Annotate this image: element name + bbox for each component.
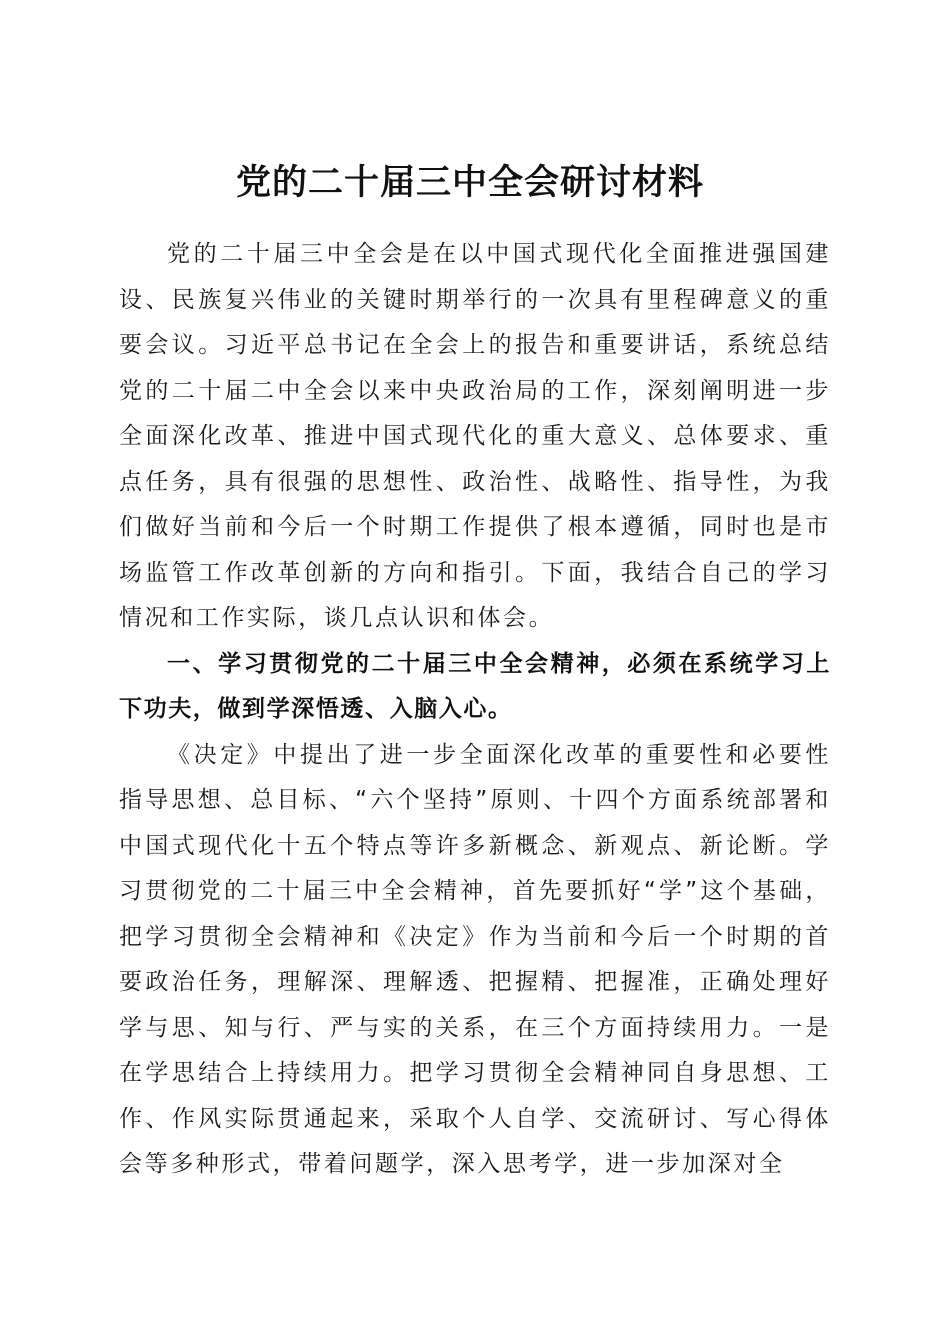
paragraph-intro: 党的二十届三中全会是在以中国式现代化全面推进强国建设、民族复兴伟业的关键时期举行的一次具有里程碑意义的重要会议。习近平总书记在全会上的报告和重要讲话，系统总结党的二十届二中全会以来中央政治局的工作，深刻阐明进一步全面深化改革、推进中国式现代化的重大意义、总体要求、重点任务，具有很强的思想性、政治性、战略性、指导性，为我们做好当前和今后一个时期工作提供了根本遵循，同时也是市场监管工作改革创新的方向和指引。下面，我结合自己的学习情况和工作实际，谈几点认识和体会。 (119, 241, 831, 631)
document-body (119, 232, 831, 1188)
paragraph-section-1: 《决定》中提出了进一步全面深化改革的重要性和必要性指导思想、总目标、“六个坚持”原则、十四个方面系统部署和中国式现代化十五个特点等许多新概念、新观点、新论断。学习贯彻党的二十届三中全会精神，首先要抓好“学”这个基础，把学习贯彻全会精神和《决定》作为当前和今后一个时期的首要政治任务，理解深、理解透、把握精、把握准，正确处理好学与思、知与行、严与实的关系，在三个方面持续用力。一是在学思结合上持续用力。把学习贯彻全会精神同自身思想、工作、作风实际贯通起来，采取个人自学、交流研讨、写心得体会等多种形式，带着问题学，深入思考学，进一步加深对全 (119, 741, 831, 1177)
document-title: 党的二十届三中全会研讨材料 (235, 162, 704, 204)
section-heading-1: 一、学习贯彻党的二十届三中全会精神，必须在系统学习上下功夫，做到学深悟透、入脑入心。 (119, 650, 831, 722)
